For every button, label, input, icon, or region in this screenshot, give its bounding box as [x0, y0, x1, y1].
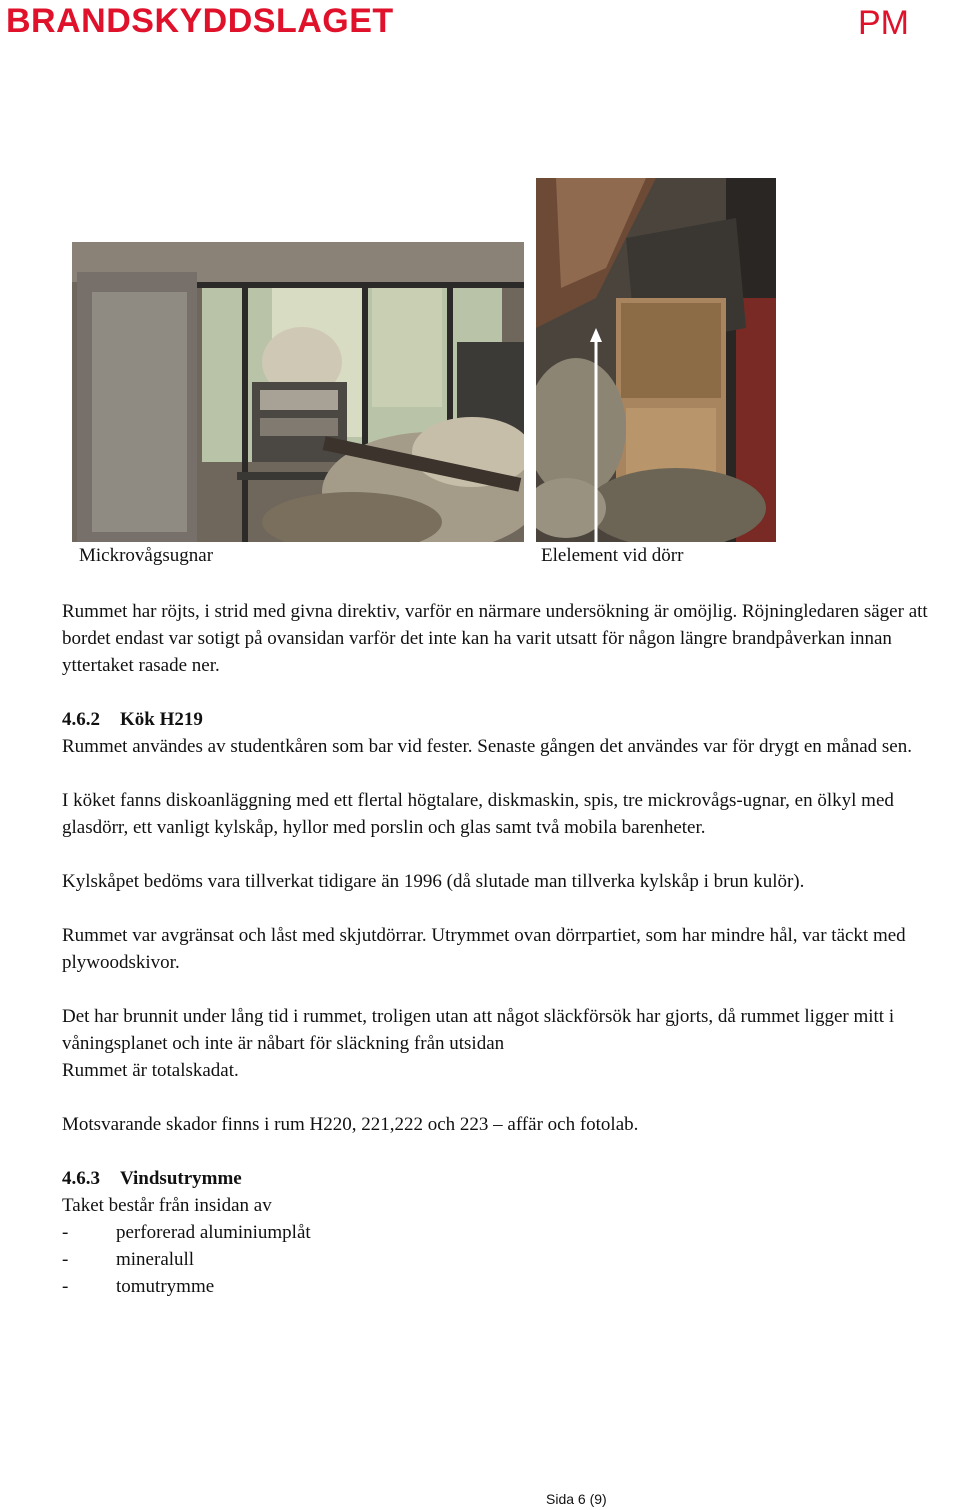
paragraph-roof-layers: Taket består från insidan av	[62, 1195, 272, 1216]
section-number: 4.6.2	[62, 709, 100, 730]
report-body	[62, 598, 958, 1300]
list-item: - mineralull	[62, 1249, 195, 1270]
paragraph-other-rooms: Motsvarande skador finns i rum H220, 221,222 och 223 – affär och fotolab.	[62, 1114, 639, 1135]
section-title: Vindsutrymme	[120, 1168, 242, 1189]
section-title: Kök H219	[120, 709, 203, 730]
document-type: PM	[858, 4, 909, 42]
list-item: - tomutrymme	[62, 1276, 215, 1297]
photo-microwaves	[72, 242, 524, 542]
paragraph-room-usage: Rummet användes av studentkåren som bar vid fester. Senaste gången det användes var för drygt en månad sen.	[62, 736, 912, 757]
list-item: - perforerad aluminiumplåt	[62, 1222, 311, 1243]
page-number: Sida 6 (9)	[546, 1491, 607, 1507]
paragraph-sliding-doors: Rummet var avgränsat och låst med skjutdörrar. Utrymmet ovan dörrpartiet, som har mindre hål, var täckt med plywoodskivor.	[62, 925, 906, 973]
paragraph-fridge: Kylskåpet bedöms vara tillverkat tidigare än 1996 (då slutade man tillverka kylskåp i brun kulör).	[62, 871, 805, 892]
paragraph-room-cleared: Rummet har röjts, i strid med givna direktiv, varför en närmare undersökning är omöjlig. Röjningledaren säger att bordet endast var sotigt på ovansidan varför det inte kan ha varit utsatt för någon längre brandpåverkan innan yttertaket rasade ner.	[62, 601, 928, 676]
company-logo: BRANDSKYDDSLAGET	[6, 2, 394, 40]
section-heading-vind	[62, 1165, 958, 1192]
section-number: 4.6.3	[62, 1168, 100, 1189]
photo-caption-left: Mickrovågsugnar	[79, 545, 214, 566]
photo-caption-right: Elelement vid dörr	[541, 545, 684, 566]
paragraph-total-damage: Rummet är totalskadat.	[62, 1060, 239, 1081]
photo-heater	[536, 178, 776, 542]
paragraph-kitchen-contents: I köket fanns diskoanläggning med ett flertal högtalare, diskmaskin, spis, tre mickrovågs-ugnar, en ölkyl med glasdörr, ett vanligt kylskåp, hyllor med porslin och glas samt två mobila barenheter.	[62, 790, 894, 838]
section-heading-kok	[62, 706, 958, 733]
paragraph-fire-duration: Det har brunnit under lång tid i rummet, troligen utan att något släckförsök har gjorts, då rummet ligger mitt i våningsplanet och inte är nåbart för släckning från utsidan	[62, 1006, 895, 1054]
